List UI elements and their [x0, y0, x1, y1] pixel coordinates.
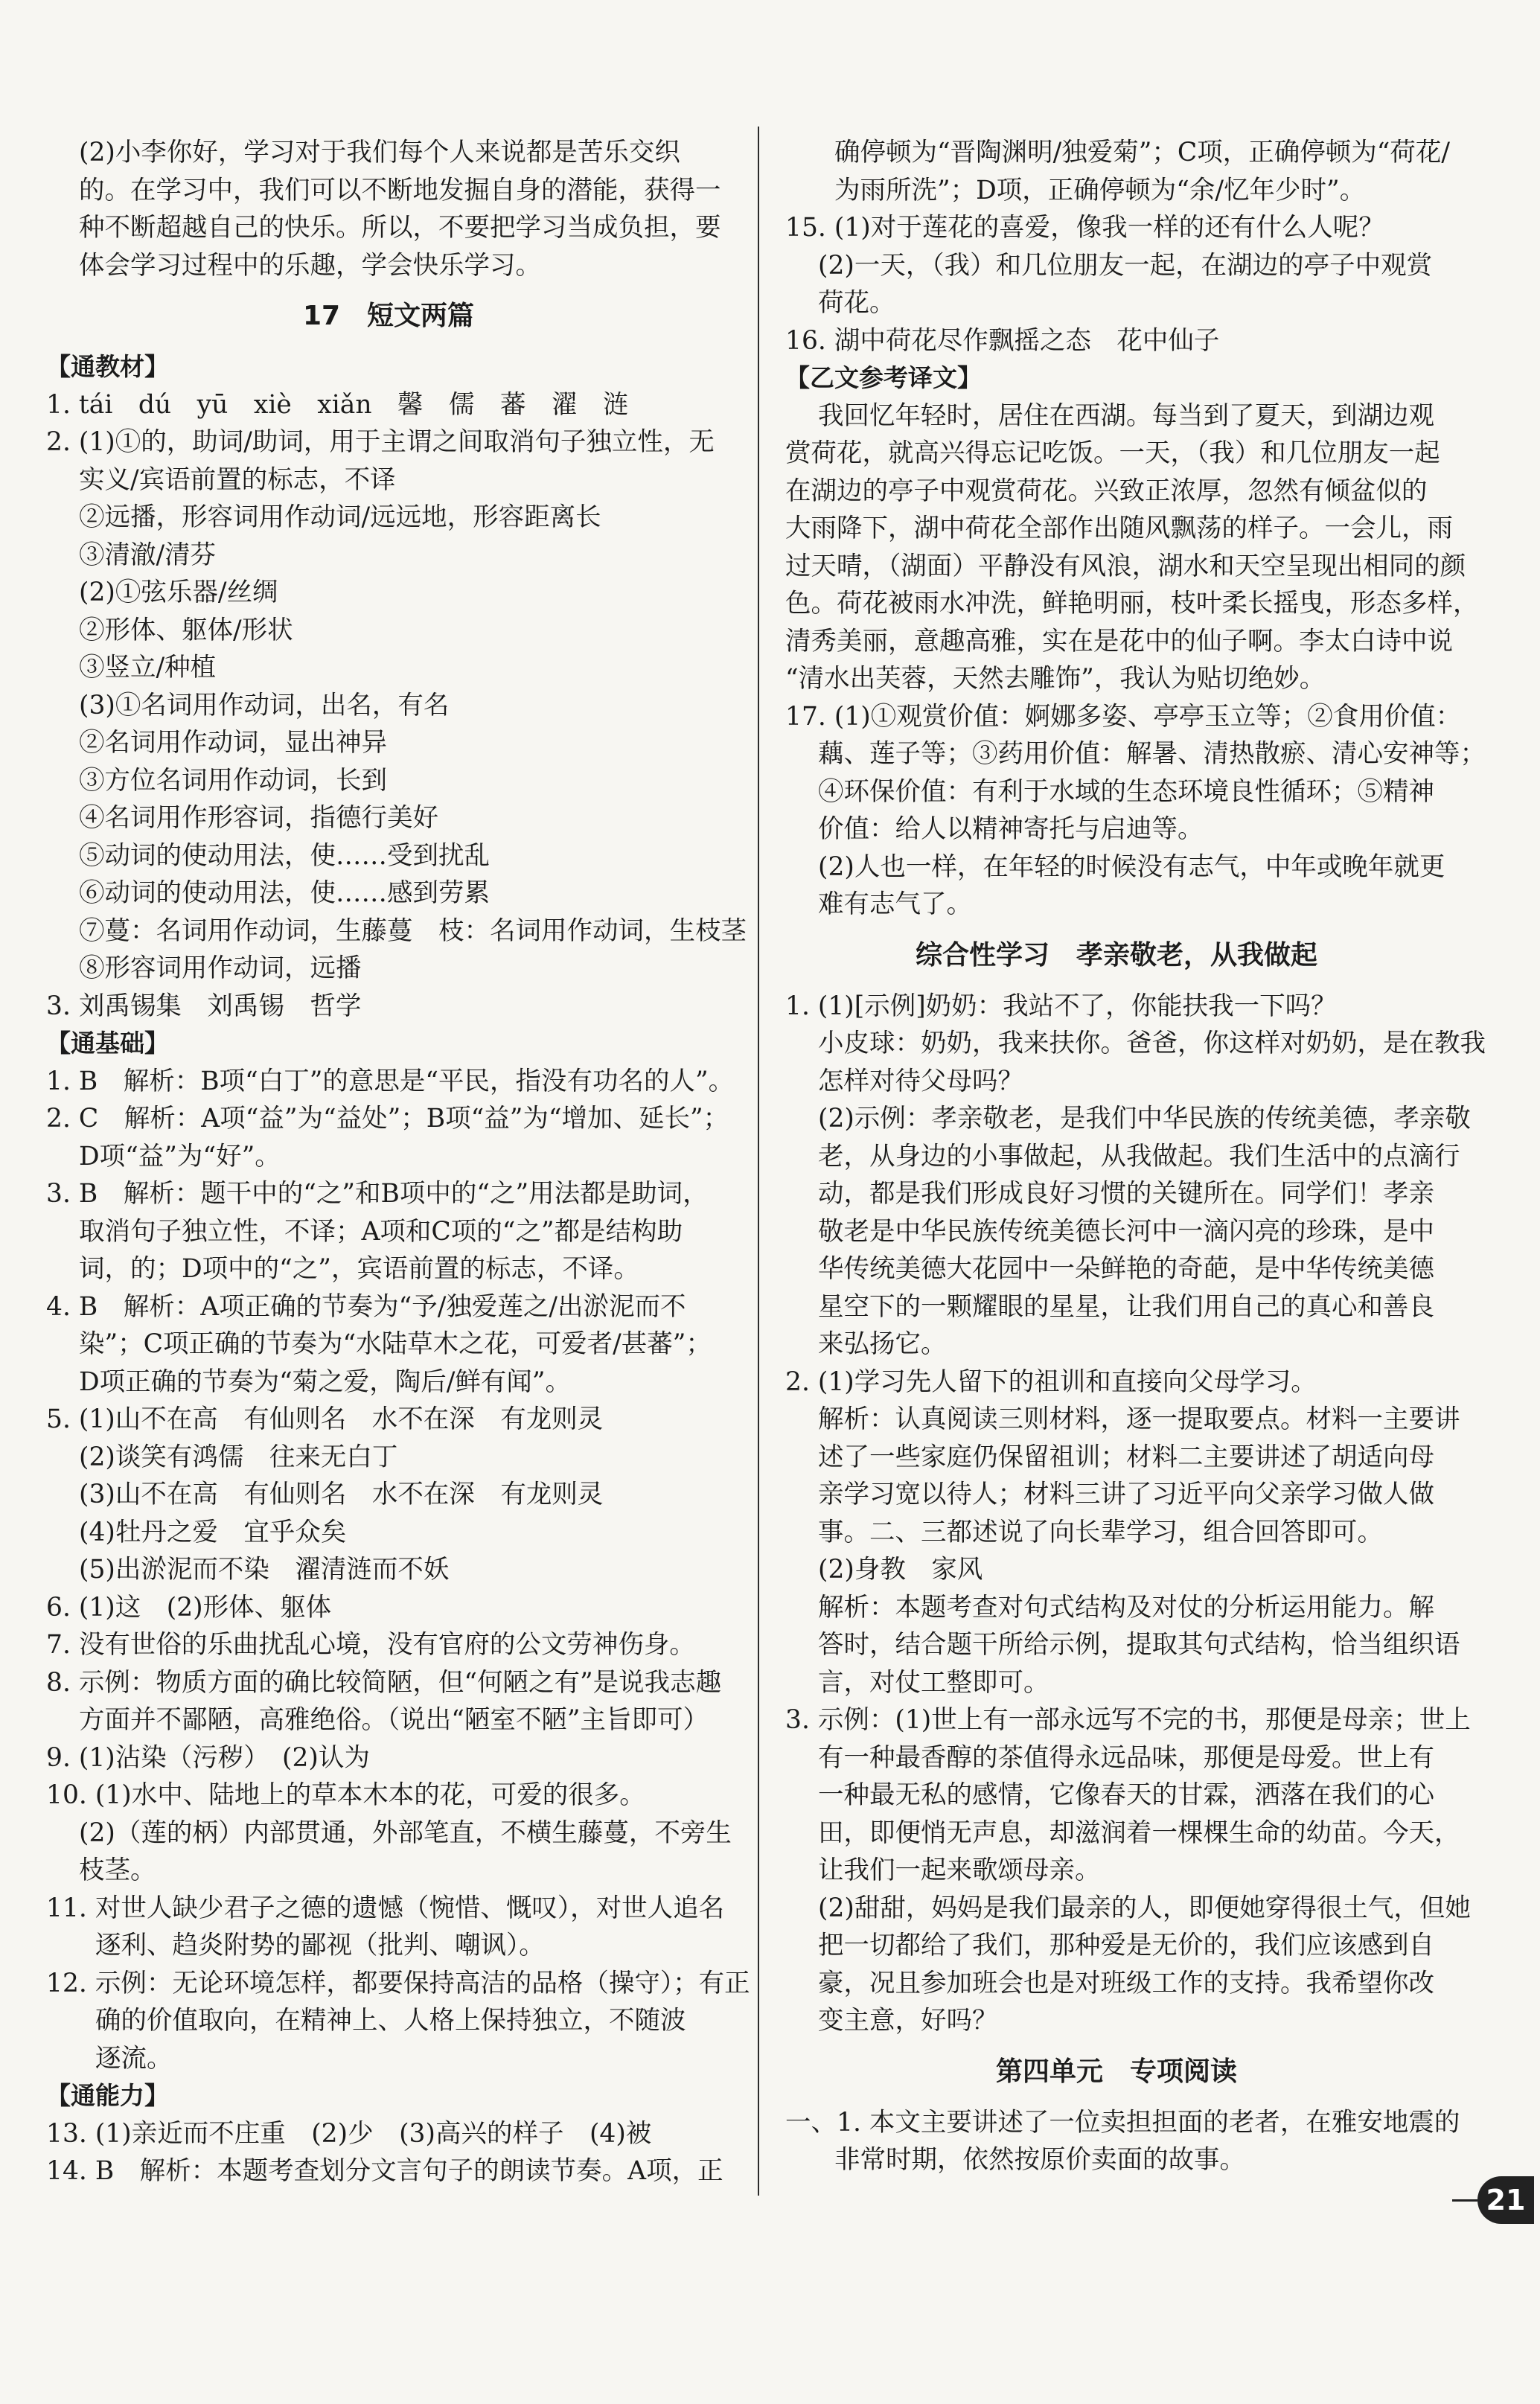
- text-line: 3. 示例：(1)世上有一部永远写不完的书，那便是母亲；世上: [785, 1705, 1471, 1735]
- text-line: 在湖边的亭子中观赏荷花。兴致正浓厚，忽然有倾盆似的: [785, 476, 1428, 506]
- text-line: D项正确的节奏为“菊之爱，陶后/鲜有闻”。: [79, 1366, 572, 1397]
- text-line: 方面并不鄙陋，高雅绝俗。（说出“陋室不陋”主旨即可）: [79, 1705, 709, 1735]
- text-line: 来弘扬它。: [818, 1329, 947, 1359]
- text-line: 事。二、三都述说了向长辈学习，组合回答即可。: [818, 1517, 1383, 1547]
- text-line: 1. B 解析：B项“白丁”的意思是“平民，指没有功名的人”。: [46, 1066, 735, 1096]
- text-line: (2)谈笑有鸿儒 往来无白丁: [79, 1442, 398, 1472]
- text-line: 确停顿为“晋陶渊明/独爱菊”；C项，正确停顿为“荷花/: [834, 138, 1451, 167]
- text-line: 豪，况且参加班会也是对班级工作的支持。我希望你改: [818, 1968, 1434, 1998]
- text-line: ④环保价值：有利于水域的生态环境良性循环；⑤精神: [818, 776, 1434, 807]
- text-line: ④名词用作形容词，指德行美好: [79, 803, 438, 833]
- text-line: 6. (1)这 (2)形体、躯体: [46, 1592, 332, 1623]
- text-line: 亲学习宽以待人；材料三讲了习近平向父亲学习做人做: [818, 1480, 1434, 1509]
- text-line: (2)小李你好，学习对于我们每个人来说都是苦乐交织: [79, 138, 680, 167]
- text-line: 赏荷花，就高兴得忘记吃饭。一天，（我）和几位朋友一起: [785, 438, 1440, 468]
- text-line: 价值：给人以精神寄托与启迪等。: [818, 814, 1204, 844]
- text-line: 9. (1)沾染（污秽） (2)认为: [46, 1742, 370, 1773]
- text-line: 星空下的一颗耀眼的星星，让我们用自己的真心和善良: [818, 1291, 1434, 1322]
- text-line: ③竖立/种植: [79, 653, 217, 682]
- text-line: 藕、莲子等；③药用价值：解暑、清热散瘀、清心安神等；: [818, 739, 1486, 769]
- text-line: 词，的；D项中的“之”，宾语前置的标志，不译。: [79, 1254, 639, 1284]
- text-line: 1. (1)[示例]奶奶：我站不了，你能扶我一下吗？: [785, 991, 1337, 1021]
- text-line: (2)人也一样，在年轻的时候没有志气，中年或晚年就更: [818, 851, 1445, 882]
- text-line: 大雨降下，湖中荷花全部作出随风飘荡的样子。一会儿，雨: [785, 514, 1453, 543]
- text-line: 动，都是我们形成良好习惯的关键所在。同学们！孝亲: [818, 1179, 1434, 1209]
- text-line: 色。荷花被雨水冲洗，鲜艳明丽，枝叶柔长摇曳，形态多样，: [785, 589, 1479, 618]
- text-line: 田，即便悄无声息，却滋润着一棵棵生命的幼苗。今天，: [818, 1818, 1460, 1848]
- text-line: 2. C 解析：A项“益”为“益处”；B项“益”为“增加、延长”；: [46, 1104, 729, 1134]
- right-column: [785, 134, 1486, 2179]
- text-line: 11. 对世人缺少君子之德的遗憾（惋惜、慨叹），对世人追名: [46, 1893, 725, 1923]
- text-line: 华传统美德大花园中一朵鲜艳的奇葩，是中华传统美德: [818, 1254, 1434, 1284]
- text-line: (3)山不在高 有仙则名 水不在深 有龙则灵: [79, 1480, 604, 1509]
- text-line: 有一种最香醇的茶值得永远品味，那便是母爱。世上有: [818, 1742, 1434, 1773]
- section-heading: 综合性学习 孝亲敬老，从我做起: [915, 939, 1317, 971]
- text-line: 3. 刘禹锡集 刘禹锡 哲学: [46, 991, 362, 1021]
- text-line: 确的价值取向，在精神上、人格上保持独立，不随波: [95, 2006, 686, 2036]
- text-line: 答时，结合题干所给示例，提取其句式结构，恰当组织语: [818, 1630, 1460, 1660]
- section-heading: 第四单元 专项阅读: [995, 2056, 1237, 2087]
- text-line: 让我们一起来歌颂母亲。: [818, 1855, 1101, 1885]
- text-line: 难有志气了。: [818, 889, 972, 919]
- text-line: 13. (1)亲近而不庄重 (2)少 (3)高兴的样子 (4)被: [46, 2118, 652, 2149]
- text-line: 枝茎。: [79, 1855, 156, 1885]
- left-column: [46, 134, 750, 2190]
- text-line: 逐流。: [95, 2043, 173, 2074]
- text-line: 述了一些家庭仍保留祖训；材料二主要讲述了胡适向母: [818, 1442, 1434, 1472]
- text-line: 14. B 解析：本题考查划分文言句子的朗读节奏。A项，正: [46, 2156, 723, 2186]
- text-line: 敬老是中华民族传统美德长河中一滴闪亮的珍珠，是中: [818, 1216, 1434, 1247]
- text-line: 解析：认真阅读三则材料，逐一提取要点。材料一主要讲: [818, 1404, 1460, 1434]
- text-line: 把一切都给了我们，那种爱是无价的，我们应该感到自: [818, 1931, 1434, 1960]
- text-line: 7. 没有世俗的乐曲扰乱心境，没有官府的公文劳神伤身。: [46, 1630, 695, 1660]
- section-heading: 17 短文两篇: [302, 301, 475, 331]
- text-line: D项“益”为“好”。: [79, 1141, 281, 1171]
- text-line: 言，对仗工整即可。: [818, 1667, 1049, 1698]
- page-number: 21: [1477, 2176, 1534, 2224]
- text-line: (2)①弦乐器/丝绸: [79, 578, 278, 607]
- text-line: ⑦蔓：名词用作动词，生藤蔓 枝：名词用作动词，生枝茎: [79, 915, 747, 946]
- text-line: 老，从身边的小事做起，从我做起。我们生活中的点滴行: [818, 1141, 1460, 1171]
- text-line: 清秀美丽，意趣高雅，实在是花中的仙子啊。李太白诗中说: [785, 626, 1453, 656]
- text-line: ⑧形容词用作动词，远播: [79, 953, 362, 983]
- text-line: 解析：本题考查对句式结构及对仗的分析运用能力。解: [818, 1592, 1434, 1623]
- text-line: (2)（莲的柄）内部贯通，外部笔直，不横生藤蔓，不旁生: [79, 1818, 732, 1848]
- text-line: 为雨所洗”；D项，正确停顿为“余/忆年少时”。: [834, 175, 1366, 205]
- text-line: 2. (1)学习先人留下的祖训和直接向父母学习。: [785, 1366, 1317, 1397]
- text-line: 变主意，好吗？: [818, 2006, 998, 2036]
- text-line: ③方位名词用作动词，长到: [79, 765, 387, 796]
- text-line: ②名词用作动词，显出神异: [79, 728, 387, 758]
- text-line: ⑤动词的使动用法，使……受到扰乱: [79, 840, 490, 871]
- subsection-label: 【乙文参考译文】: [785, 363, 982, 392]
- text-line: 荷花。: [818, 288, 895, 318]
- text-line: (5)出淤泥而不染 濯清涟而不妖: [79, 1555, 450, 1585]
- text-line: 1. tái dú yū xiè xiǎn 馨 儒 蕃 濯 涟: [46, 389, 629, 420]
- text-line: 体会学习过程中的乐趣，学会快乐学习。: [79, 250, 541, 281]
- text-line: (3)①名词用作动词，出名，有名: [79, 690, 450, 720]
- text-line: 3. B 解析：题干中的“之”和B项中的“之”用法都是助词，: [46, 1179, 709, 1209]
- page-number-dash: [1452, 2199, 1477, 2202]
- text-line: (2)示例：孝亲敬老，是我们中华民族的传统美德，孝亲敬: [818, 1104, 1471, 1134]
- text-line: 8. 示例：物质方面的确比较简陋，但“何陋之有”是说我志趣: [46, 1667, 722, 1698]
- text-line: 小皮球：奶奶，我来扶你。爸爸，你这样对奶奶，是在教我: [818, 1029, 1486, 1058]
- text-line: 过天晴，（湖面）平静没有风浪，湖水和天空呈现出相同的颜: [785, 551, 1466, 581]
- text-line: 逐利、趋炎附势的鄙视（批判、嘲讽）。: [95, 1931, 545, 1960]
- text-line: 我回忆年轻时，居住在西湖。每当到了夏天，到湖边观: [818, 400, 1434, 431]
- text-line: ②形体、躯体/形状: [79, 615, 293, 645]
- text-line: 非常时期，依然按原价卖面的故事。: [834, 2145, 1245, 2175]
- text-line: (2)一天，（我）和几位朋友一起，在湖边的亭子中观赏: [818, 250, 1433, 281]
- subsection-label: 【通教材】: [46, 352, 169, 381]
- text-line: 17. (1)①观赏价值：婀娜多姿、亭亭玉立等；②食用价值：: [785, 701, 1462, 732]
- text-line: 种不断超越自己的快乐。所以，不要把学习当成负担，要: [79, 213, 721, 243]
- text-line: ⑥动词的使动用法，使……感到劳累: [79, 878, 490, 908]
- text-line: 4. B 解析：A项正确的节奏为“予/独爱莲之/出淤泥而不: [46, 1291, 686, 1322]
- text-line: 16. 湖中荷花尽作飘摇之态 花中仙子: [785, 325, 1220, 356]
- text-line: (2)身教 家风: [818, 1555, 983, 1585]
- text-line: 取消句子独立性，不译；A项和C项的“之”都是结构助: [79, 1216, 683, 1247]
- text-line: 15. (1)对于莲花的喜爱，像我一样的还有什么人呢？: [785, 213, 1384, 243]
- text-line: ②远播，形容词用作动词/远远地，形容距离长: [79, 502, 601, 532]
- subsection-label: 【通基础】: [46, 1029, 169, 1058]
- text-line: 怎样对待父母吗？: [818, 1066, 1023, 1096]
- text-line: 一、1. 本文主要讲述了一位卖担担面的老者，在雅安地震的: [785, 2107, 1460, 2138]
- text-line: 10. (1)水中、陆地上的草本木本的花，可爱的很多。: [46, 1780, 645, 1810]
- text-line: “清水出芙蓉，天然去雕饰”，我认为贴切绝妙。: [785, 664, 1326, 694]
- text-line: 2. (1)①的，助词/助词，用于主谓之间取消句子独立性，无: [46, 427, 715, 457]
- text-line: (2)甜甜，妈妈是我们最亲的人，即便她穿得很土气，但她: [818, 1893, 1471, 1923]
- text-line: 12. 示例：无论环境怎样，都要保持高洁的品格（操守）；有正: [46, 1968, 750, 1998]
- text-line: ③清澈/清芬: [79, 540, 217, 570]
- text-line: 一种最无私的感情，它像春天的甘霖，洒落在我们的心: [818, 1780, 1434, 1810]
- subsection-label: 【通能力】: [46, 2081, 169, 2110]
- text-line: 实义/宾语前置的标志，不译: [79, 464, 396, 495]
- text-line: (4)牡丹之爱 宜乎众矣: [79, 1517, 347, 1547]
- text-line: 5. (1)山不在高 有仙则名 水不在深 有龙则灵: [46, 1404, 604, 1434]
- text-line: 的。在学习中，我们可以不断地发掘自身的潜能，获得一: [79, 175, 721, 205]
- text-line: 染”；C项正确的节奏为“水陆草木之花，可爱者/甚蕃”；: [79, 1329, 712, 1359]
- column-divider: [758, 127, 759, 2196]
